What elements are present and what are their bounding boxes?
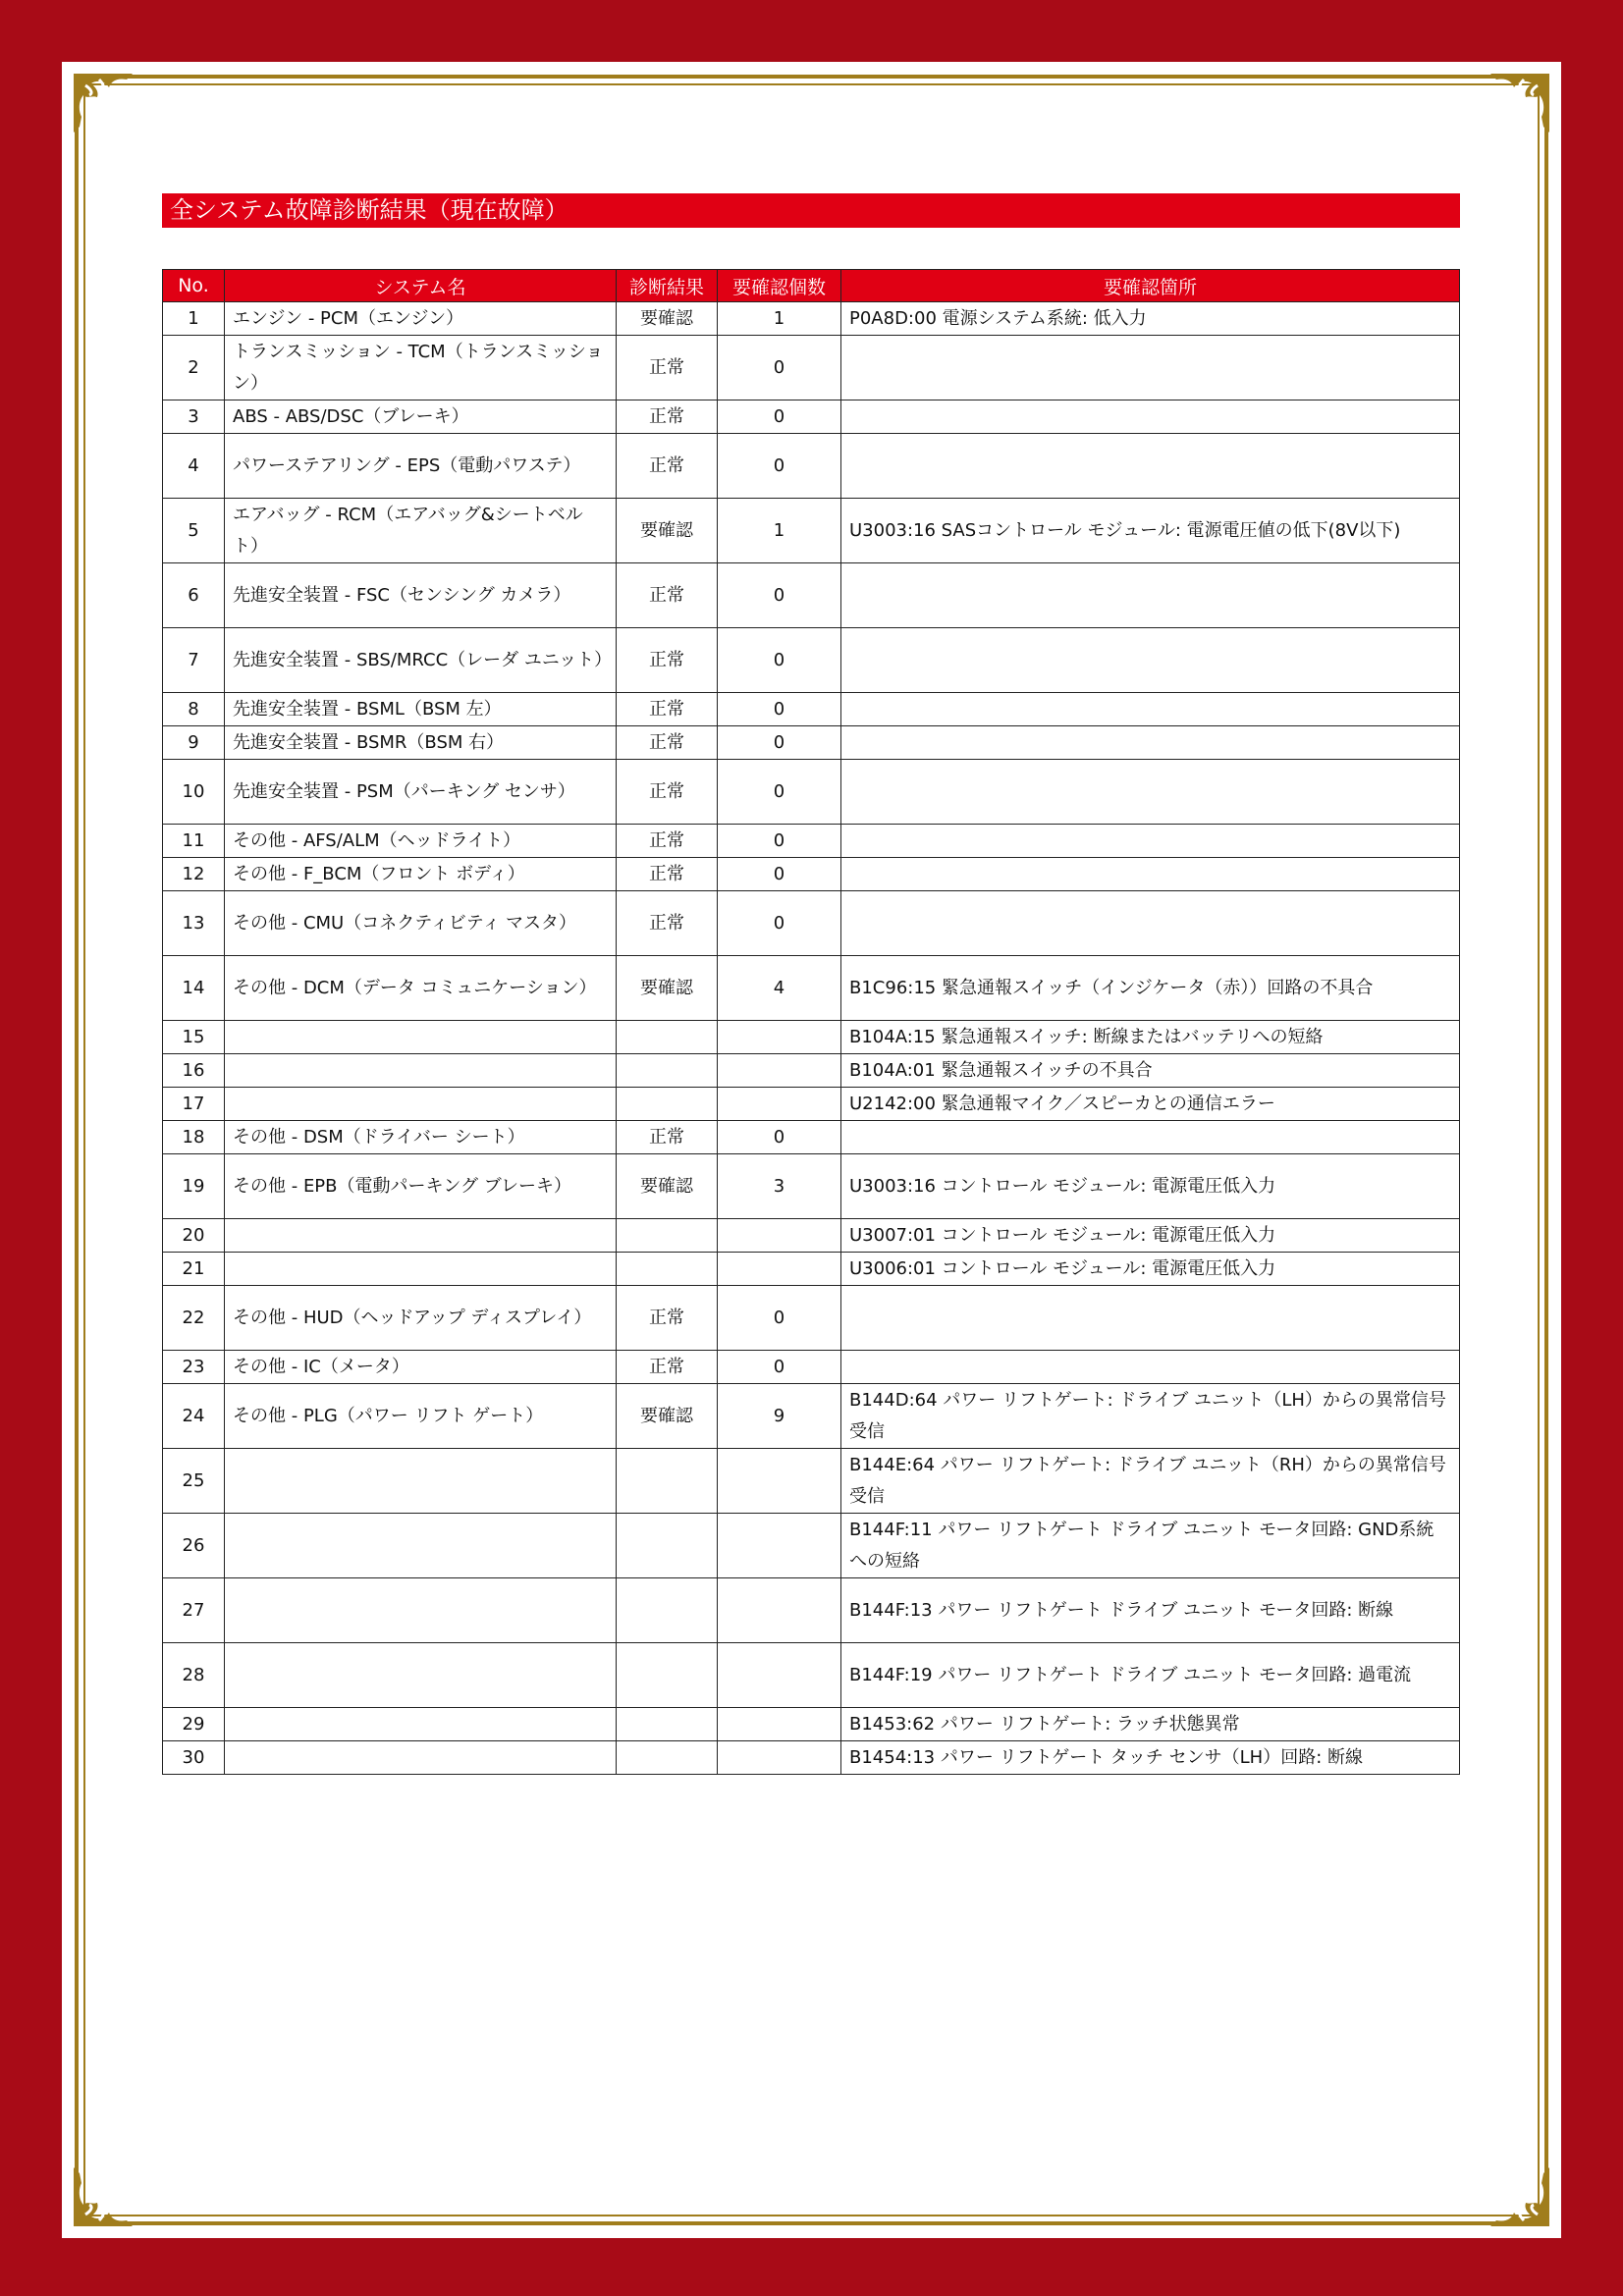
system-name	[225, 1449, 617, 1514]
system-name: その他 - DCM（データ コミュニケーション）	[225, 956, 617, 1021]
row-number: 18	[163, 1121, 225, 1154]
issue-count: 0	[718, 858, 841, 891]
table-row	[163, 891, 1460, 956]
system-name: その他 - HUD（ヘッドアップ ディスプレイ）	[225, 1286, 617, 1351]
system-name	[225, 1514, 617, 1578]
issue-detail: B1453:62 パワー リフトゲート: ラッチ状態異常	[841, 1708, 1460, 1741]
row-number: 22	[163, 1286, 225, 1351]
system-name: 先進安全装置 - PSM（パーキング センサ）	[225, 760, 617, 825]
table-row	[163, 302, 1460, 336]
issue-count	[718, 1578, 841, 1643]
issue-count	[718, 1449, 841, 1514]
diagnosis-result	[617, 1054, 718, 1088]
issue-count	[718, 1643, 841, 1708]
ornament-corner-icon	[1485, 70, 1553, 138]
issue-detail: U3007:01 コントロール モジュール: 電源電圧低入力	[841, 1219, 1460, 1253]
diagnosis-result	[617, 1021, 718, 1054]
row-number: 26	[163, 1514, 225, 1578]
row-number: 27	[163, 1578, 225, 1643]
system-name: エアバッグ - RCM（エアバッグ&シートベルト）	[225, 499, 617, 563]
diagnosis-result	[617, 1514, 718, 1578]
diagnosis-result: 正常	[617, 628, 718, 693]
page-title: 全システム故障診断結果（現在故障）	[162, 193, 1460, 228]
table-row	[163, 1154, 1460, 1219]
row-number: 3	[163, 400, 225, 434]
row-number: 9	[163, 726, 225, 760]
issue-count: 9	[718, 1384, 841, 1449]
row-number: 28	[163, 1643, 225, 1708]
row-number: 24	[163, 1384, 225, 1449]
system-name: エンジン - PCM（エンジン）	[225, 302, 617, 336]
row-number: 10	[163, 760, 225, 825]
issue-detail: B1C96:15 緊急通報スイッチ（インジケータ（赤））回路の不具合	[841, 956, 1460, 1021]
system-name	[225, 1253, 617, 1286]
issue-count	[718, 1708, 841, 1741]
diagnosis-result: 正常	[617, 858, 718, 891]
issue-detail	[841, 825, 1460, 858]
table-row	[163, 1121, 1460, 1154]
table-row	[163, 563, 1460, 628]
table-row	[163, 858, 1460, 891]
table-row	[163, 1054, 1460, 1088]
diagnosis-result: 正常	[617, 434, 718, 499]
system-name: ABS - ABS/DSC（ブレーキ）	[225, 400, 617, 434]
issue-count	[718, 1219, 841, 1253]
diagnosis-result: 要確認	[617, 956, 718, 1021]
issue-count	[718, 1054, 841, 1088]
issue-count: 1	[718, 499, 841, 563]
issue-detail	[841, 400, 1460, 434]
table-row	[163, 1021, 1460, 1054]
row-number: 6	[163, 563, 225, 628]
system-name: その他 - CMU（コネクティビティ マスタ）	[225, 891, 617, 956]
system-name: その他 - AFS/ALM（ヘッドライト）	[225, 825, 617, 858]
row-number: 19	[163, 1154, 225, 1219]
issue-detail: B144D:64 パワー リフトゲート: ドライブ ユニット（LH）からの異常信号受信	[841, 1384, 1460, 1449]
diagnosis-result: 正常	[617, 760, 718, 825]
issue-count: 0	[718, 628, 841, 693]
diagnosis-result: 正常	[617, 1351, 718, 1384]
system-name: 先進安全装置 - BSMR（BSM 右）	[225, 726, 617, 760]
issue-detail	[841, 434, 1460, 499]
system-name: その他 - EPB（電動パーキング ブレーキ）	[225, 1154, 617, 1219]
table-row	[163, 1708, 1460, 1741]
issue-detail	[841, 891, 1460, 956]
issue-detail: B104A:15 緊急通報スイッチ: 断線またはバッテリへの短絡	[841, 1021, 1460, 1054]
issue-detail: B144F:19 パワー リフトゲート ドライブ ユニット モータ回路: 過電流	[841, 1643, 1460, 1708]
diagnosis-result: 正常	[617, 891, 718, 956]
issue-detail: B144F:11 パワー リフトゲート ドライブ ユニット モータ回路: GND系統への短絡	[841, 1514, 1460, 1578]
col-header-result: 診断結果	[617, 270, 718, 302]
table-row	[163, 825, 1460, 858]
diagnosis-result	[617, 1708, 718, 1741]
issue-detail: B1454:13 パワー リフトゲート タッチ センサ（LH）回路: 断線	[841, 1741, 1460, 1775]
diagnosis-result: 正常	[617, 563, 718, 628]
issue-detail: B104A:01 緊急通報スイッチの不具合	[841, 1054, 1460, 1088]
table-row	[163, 760, 1460, 825]
issue-detail	[841, 336, 1460, 400]
diagnosis-result: 正常	[617, 726, 718, 760]
system-name: その他 - PLG（パワー リフト ゲート）	[225, 1384, 617, 1449]
diagnosis-result: 正常	[617, 1286, 718, 1351]
ornament-corner-icon	[70, 70, 138, 138]
diagnosis-result: 正常	[617, 400, 718, 434]
table-row	[163, 499, 1460, 563]
issue-count: 0	[718, 1351, 841, 1384]
issue-detail	[841, 1351, 1460, 1384]
system-name	[225, 1741, 617, 1775]
table-row	[163, 1253, 1460, 1286]
table-row	[163, 336, 1460, 400]
issue-count: 3	[718, 1154, 841, 1219]
ornament-corner-icon	[70, 2162, 138, 2230]
issue-detail: U3003:16 SASコントロール モジュール: 電源電圧値の低下(8V以下)	[841, 499, 1460, 563]
issue-count	[718, 1253, 841, 1286]
system-name: 先進安全装置 - FSC（センシング カメラ）	[225, 563, 617, 628]
table-row	[163, 693, 1460, 726]
diagnosis-result: 正常	[617, 693, 718, 726]
issue-count: 0	[718, 726, 841, 760]
diagnosis-table	[162, 269, 1460, 1775]
diagnosis-result	[617, 1578, 718, 1643]
table-row	[163, 434, 1460, 499]
issue-detail	[841, 1286, 1460, 1351]
row-number: 5	[163, 499, 225, 563]
issue-count: 0	[718, 1286, 841, 1351]
table-row	[163, 1514, 1460, 1578]
table-row	[163, 1578, 1460, 1643]
issue-detail: P0A8D:00 電源システム系統: 低入力	[841, 302, 1460, 336]
issue-detail	[841, 1121, 1460, 1154]
row-number: 1	[163, 302, 225, 336]
issue-count: 0	[718, 760, 841, 825]
issue-detail: U2142:00 緊急通報マイク／スピーカとの通信エラー	[841, 1088, 1460, 1121]
system-name	[225, 1088, 617, 1121]
row-number: 14	[163, 956, 225, 1021]
row-number: 8	[163, 693, 225, 726]
row-number: 12	[163, 858, 225, 891]
diagnosis-result: 要確認	[617, 302, 718, 336]
system-name: トランスミッション - TCM（トランスミッション）	[225, 336, 617, 400]
col-header-system: システム名	[225, 270, 617, 302]
system-name: 先進安全装置 - SBS/MRCC（レーダ ユニット）	[225, 628, 617, 693]
system-name	[225, 1643, 617, 1708]
ornament-corner-icon	[1485, 2162, 1553, 2230]
issue-detail: B144F:13 パワー リフトゲート ドライブ ユニット モータ回路: 断線	[841, 1578, 1460, 1643]
row-number: 25	[163, 1449, 225, 1514]
issue-count: 4	[718, 956, 841, 1021]
system-name	[225, 1708, 617, 1741]
table-row	[163, 956, 1460, 1021]
issue-detail: B144E:64 パワー リフトゲート: ドライブ ユニット（RH）からの異常信号受信	[841, 1449, 1460, 1514]
row-number: 15	[163, 1021, 225, 1054]
issue-count: 0	[718, 1121, 841, 1154]
row-number: 23	[163, 1351, 225, 1384]
system-name	[225, 1578, 617, 1643]
row-number: 20	[163, 1219, 225, 1253]
row-number: 30	[163, 1741, 225, 1775]
row-number: 17	[163, 1088, 225, 1121]
issue-detail	[841, 726, 1460, 760]
system-name: その他 - F_BCM（フロント ボディ）	[225, 858, 617, 891]
issue-count: 0	[718, 434, 841, 499]
issue-count: 0	[718, 336, 841, 400]
issue-count	[718, 1514, 841, 1578]
system-name	[225, 1219, 617, 1253]
issue-count: 0	[718, 825, 841, 858]
row-number: 16	[163, 1054, 225, 1088]
row-number: 11	[163, 825, 225, 858]
system-name: 先進安全装置 - BSML（BSM 左）	[225, 693, 617, 726]
table-row	[163, 1286, 1460, 1351]
table-row	[163, 1088, 1460, 1121]
table-row	[163, 1384, 1460, 1449]
system-name	[225, 1054, 617, 1088]
row-number: 7	[163, 628, 225, 693]
diagnosis-result	[617, 1449, 718, 1514]
issue-detail	[841, 563, 1460, 628]
table-row	[163, 726, 1460, 760]
diagnosis-result	[617, 1643, 718, 1708]
diagnosis-result: 要確認	[617, 1154, 718, 1219]
system-name: その他 - DSM（ドライバー シート）	[225, 1121, 617, 1154]
issue-detail: U3006:01 コントロール モジュール: 電源電圧低入力	[841, 1253, 1460, 1286]
table-row	[163, 1351, 1460, 1384]
diagnosis-result: 正常	[617, 825, 718, 858]
system-name	[225, 1021, 617, 1054]
table-row	[163, 400, 1460, 434]
row-number: 4	[163, 434, 225, 499]
row-number: 29	[163, 1708, 225, 1741]
issue-detail	[841, 693, 1460, 726]
issue-count: 1	[718, 302, 841, 336]
issue-count	[718, 1088, 841, 1121]
diagnosis-result	[617, 1741, 718, 1775]
report-page	[62, 62, 1561, 2238]
table-row	[163, 1741, 1460, 1775]
diagnosis-result	[617, 1088, 718, 1121]
issue-count	[718, 1741, 841, 1775]
row-number: 2	[163, 336, 225, 400]
col-header-detail: 要確認箇所	[841, 270, 1460, 302]
col-header-no: No.	[163, 270, 225, 302]
table-header	[163, 270, 1460, 302]
diagnosis-result: 要確認	[617, 1384, 718, 1449]
diagnosis-result: 正常	[617, 336, 718, 400]
col-header-count: 要確認個数	[718, 270, 841, 302]
issue-count: 0	[718, 693, 841, 726]
row-number: 21	[163, 1253, 225, 1286]
system-name: その他 - IC（メータ）	[225, 1351, 617, 1384]
row-number: 13	[163, 891, 225, 956]
issue-detail: U3003:16 コントロール モジュール: 電源電圧低入力	[841, 1154, 1460, 1219]
issue-count	[718, 1021, 841, 1054]
issue-count: 0	[718, 891, 841, 956]
issue-detail	[841, 628, 1460, 693]
table-row	[163, 628, 1460, 693]
issue-count: 0	[718, 400, 841, 434]
system-name: パワーステアリング - EPS（電動パワステ）	[225, 434, 617, 499]
diagnosis-result: 正常	[617, 1121, 718, 1154]
issue-detail	[841, 760, 1460, 825]
table-row	[163, 1643, 1460, 1708]
issue-count: 0	[718, 563, 841, 628]
diagnosis-result: 要確認	[617, 499, 718, 563]
diagnosis-result	[617, 1253, 718, 1286]
table-row	[163, 1219, 1460, 1253]
issue-detail	[841, 858, 1460, 891]
diagnosis-result	[617, 1219, 718, 1253]
table-row	[163, 1449, 1460, 1514]
